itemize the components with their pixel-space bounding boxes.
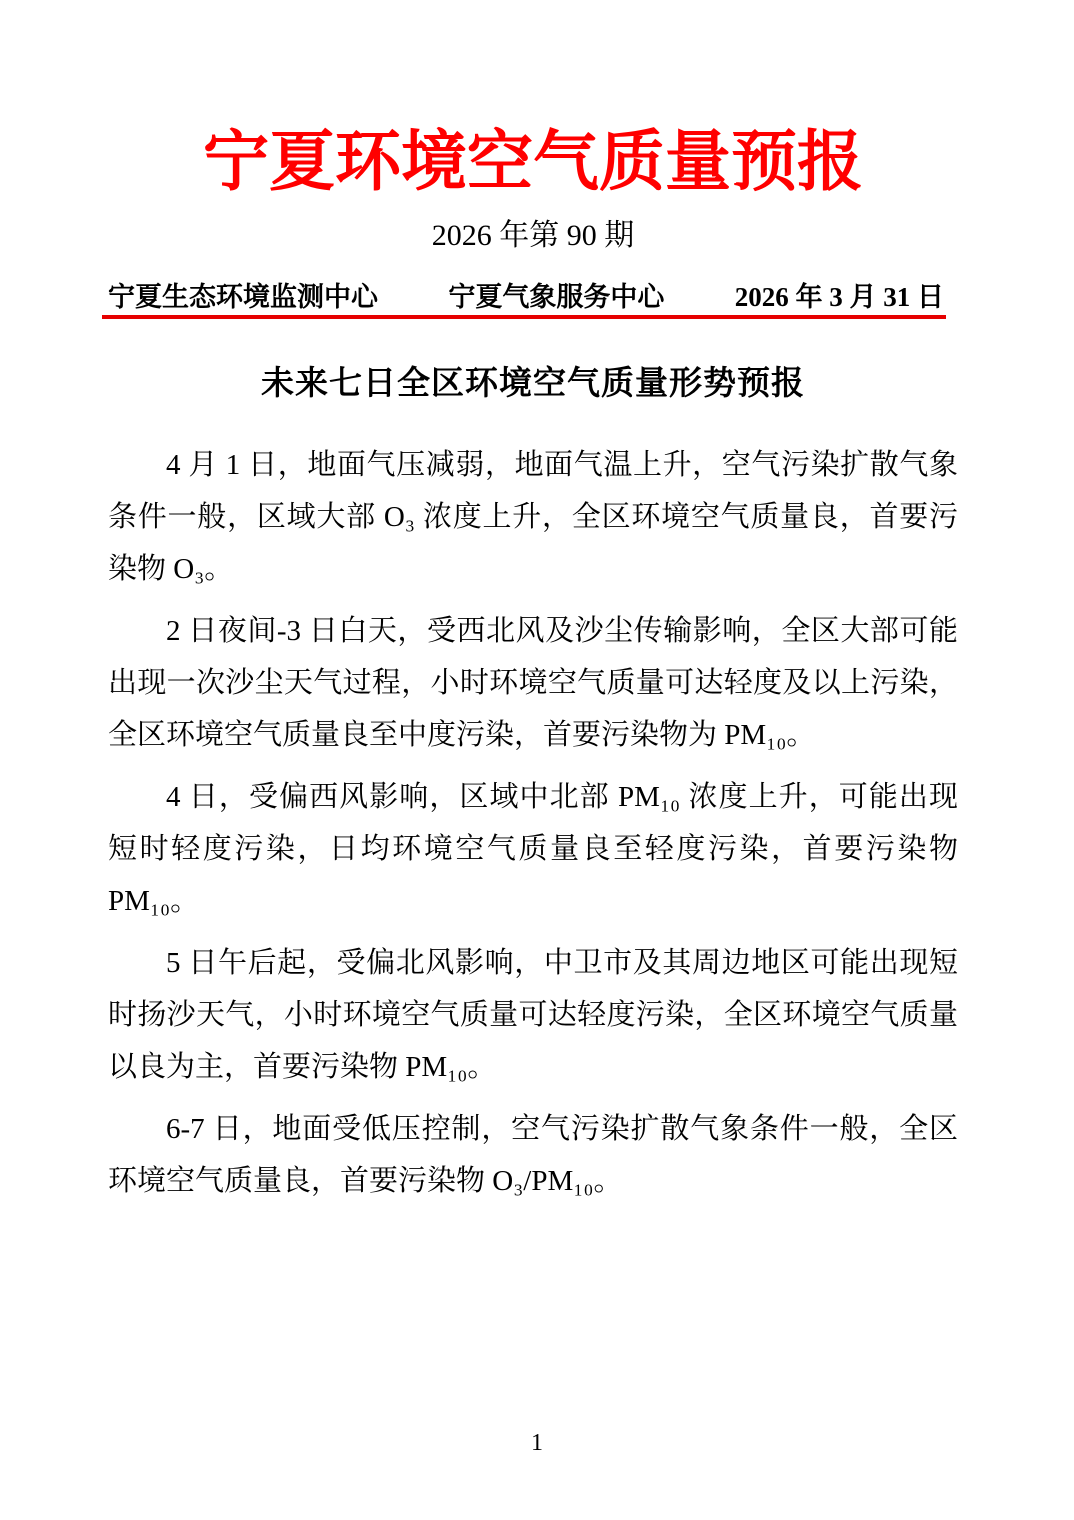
masthead-left-org: 宁夏生态环境监测中心 (108, 282, 378, 312)
masthead-center-org: 宁夏气象服务中心 (448, 282, 665, 312)
forecast-paragraph: 4 月 1 日，地面气压减弱，地面气温上升，空气污染扩散气象条件一般，区域大部 O₃ 浓度上升，全区环境空气质量良，首要污染物 O₃。 (108, 449, 958, 585)
issue-number: 2026 年第 90 期 (431, 219, 635, 252)
forecast-paragraph: 2 日夜间-3 日白天，受西北风及沙尘传输影响，全区大部可能出现一次沙尘天气过程，小时环境空气质量可达轻度及以上污染，全区环境空气质量良至中度污染，首要污染物为 PM₁₀。 (108, 615, 958, 751)
document-title: 宁夏环境空气质量预报 (203, 126, 863, 199)
forecast-paragraph: 4 日，受偏西风影响，区域中北部 PM₁₀ 浓度上升，可能出现短时轻度污染，日均环境空气质量良至轻度污染，首要污染物 PM₁₀。 (108, 781, 958, 917)
red-divider-rule (102, 315, 946, 319)
masthead (108, 282, 958, 312)
forecast-paragraph: 5 日午后起，受偏北风影响，中卫市及其周边地区可能出现短时扬沙天气，小时环境空气质量可达轻度污染，全区环境空气质量以良为主，首要污染物 PM₁₀。 (108, 947, 958, 1083)
document-content (0, 120, 1074, 1207)
forecast-paragraph: 6-7 日，地面受低压控制，空气污染扩散气象条件一般，全区环境空气质量良，首要污染物 O₃/PM₁₀。 (108, 1113, 958, 1197)
masthead-date: 2026 年 3 月 31 日 (734, 282, 944, 312)
page-number: 1 (531, 1430, 543, 1456)
section-heading: 未来七日全区环境空气质量形势预报 (261, 364, 805, 401)
forecast-body (108, 439, 958, 1207)
